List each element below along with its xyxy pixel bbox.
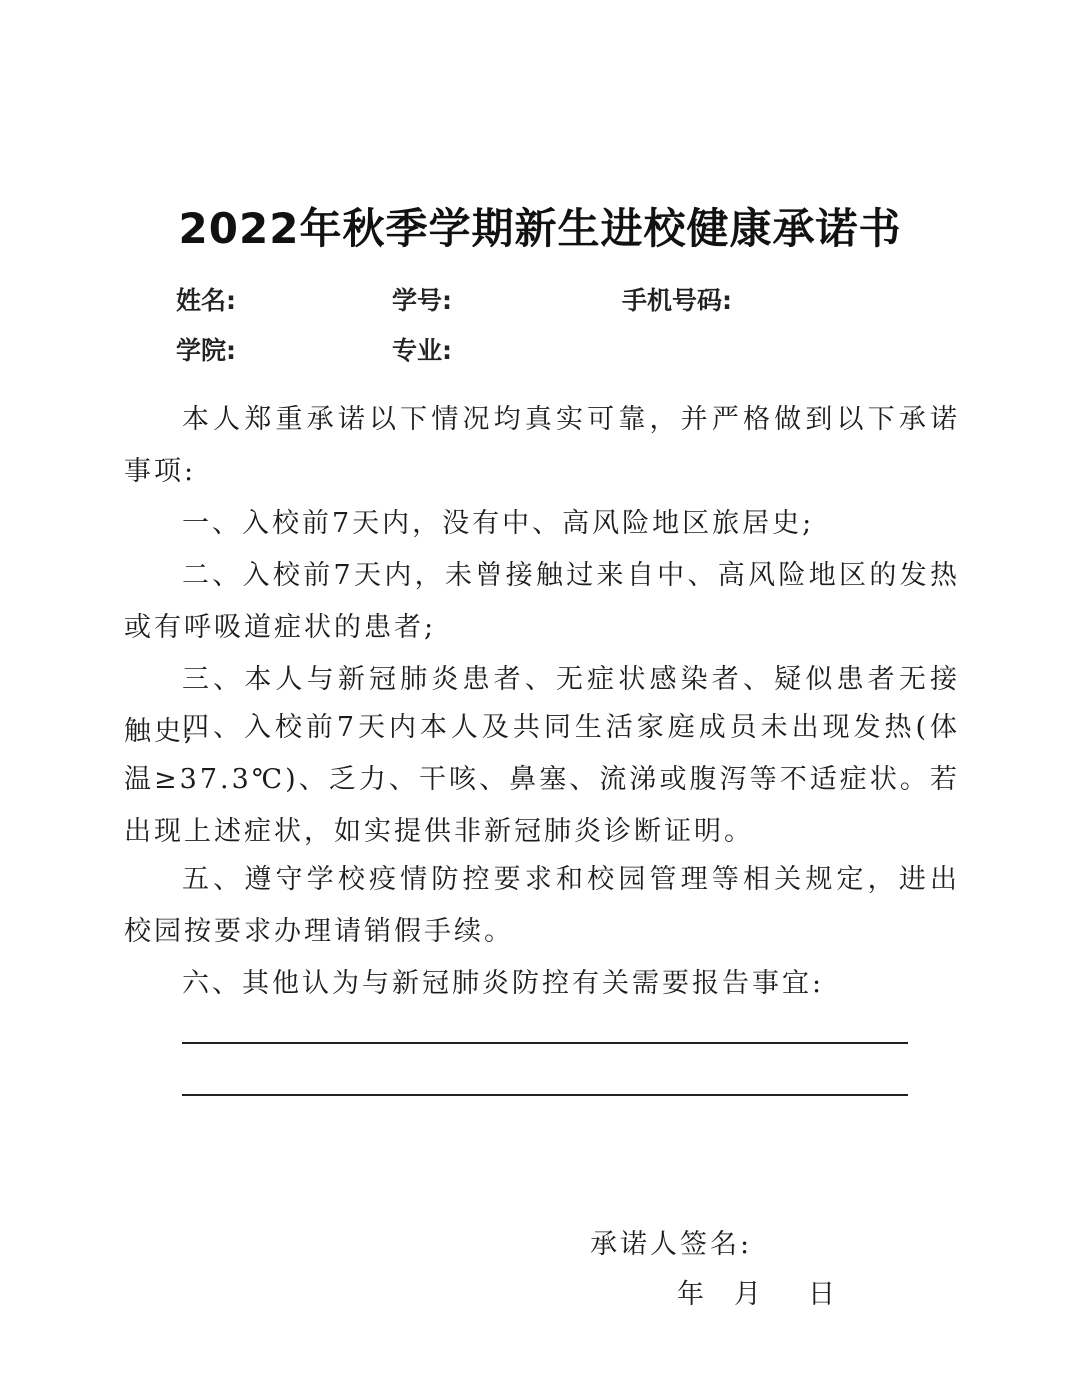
item-4: 四、入校前7天内本人及共同生活家庭成员未出现发热(体温≥37.3℃)、乏力、干咳、鼻塞、流涕或腹泻等不适症状。若出现上述症状，如实提供非新冠肺炎诊断证明。: [124, 712, 960, 847]
student-id-field-label: 学号:: [392, 286, 452, 315]
phone-field-label: 手机号码:: [622, 286, 732, 315]
major-field-label: 专业:: [392, 336, 452, 365]
date-year-label: 年: [677, 1279, 704, 1310]
college-field-label: 学院:: [176, 336, 236, 365]
fill-in-line-2[interactable]: [182, 1094, 908, 1096]
item-5: 五、遵守学校疫情防控要求和校园管理等相关规定，进出校园按要求办理请销假手续。: [124, 864, 960, 947]
fill-in-line-1[interactable]: [182, 1042, 908, 1044]
intro-paragraph: 本人郑重承诺以下情况均真实可靠，并严格做到以下承诺事项:: [124, 404, 960, 487]
document-title: 2022年秋季学期新生进校健康承诺书: [178, 204, 902, 253]
item-3: 三、本人与新冠肺炎患者、无症状感染者、疑似患者无接触史;: [124, 664, 960, 747]
item-1: 一、入校前7天内，没有中、高风险地区旅居史;: [182, 508, 815, 539]
item-6: 六、其他认为与新冠肺炎防控有关需要报告事宜:: [182, 968, 825, 999]
date-month-label: 月: [734, 1279, 761, 1310]
item-2: 二、入校前7天内，未曾接触过来自中、高风险地区的发热或有呼吸道症状的患者;: [124, 560, 960, 643]
date-day-label: 日: [808, 1279, 835, 1310]
name-field-label: 姓名:: [176, 286, 236, 315]
signature-label: 承诺人签名:: [590, 1229, 753, 1260]
